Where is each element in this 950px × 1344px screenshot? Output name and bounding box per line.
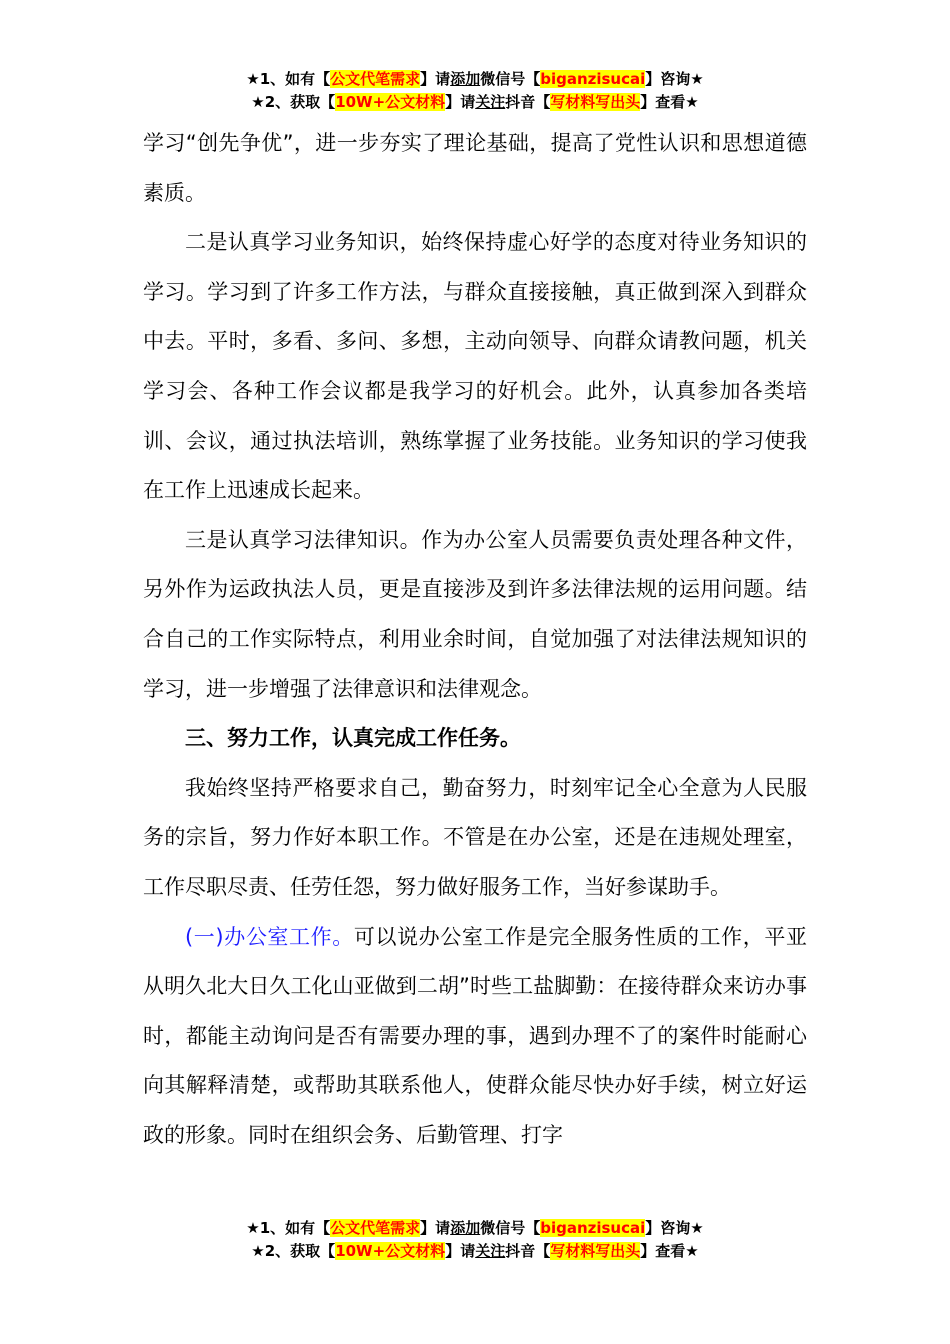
banner-text: 微信号【 [480, 1219, 541, 1237]
banner-text: ★1、如有【 [246, 70, 331, 88]
section-heading: 三、努力工作，认真完成工作任务。 [185, 726, 521, 751]
banner-text: 】请 [445, 93, 476, 111]
banner-highlight: biganzisucai [540, 1219, 646, 1237]
paragraph-legal-knowledge: 三是认真学习法律知识。作为办公室人员需要负责处理各种文件，另外作为运政执法人员，更是直接涉及到许多法律法规的运用问题。结合自己的工作实际特点，利用业余时间，自觉加强了对法律法规知识的学习，进一步增强了法律意识和法律观念。 [143, 527, 807, 701]
banner-text: 抖音【 [505, 93, 551, 111]
banner-highlight: 10W+公文材料 [335, 1242, 446, 1260]
banner-underlined: 关注 [475, 1242, 506, 1260]
banner-text: 】请 [420, 70, 451, 88]
banner-text: 微信号【 [480, 70, 541, 88]
banner-text: ★2、获取【 [251, 1242, 336, 1260]
banner-line-1 [0, 68, 950, 91]
banner-text: 抖音【 [505, 1242, 551, 1260]
banner-text: 】查看★ [640, 93, 699, 111]
paragraph-office-work [143, 913, 807, 1161]
banner-underlined: 添加 [450, 70, 481, 88]
paragraph-continued: 学习“创先争优”，进一步夯实了理论基础，提高了党性认识和思想道德素质。 [143, 131, 807, 205]
paragraph-text: 可以说办公室工作是完全服务性质的工作，平亚从明久北大日久工化山亚做到二胡”时些工盐脚勤：在接待群众来访办事时，都能主动询问是否有需要办理的事，遇到办理不了的案件时能耐心向其解释清楚，或帮助其联系他人，使群众能尽快办好手续，树立好运政的形象。同时在组织会务、后勤管理、打字 [143, 924, 808, 1147]
header-banner [0, 68, 950, 114]
banner-underlined: 添加 [450, 1219, 481, 1237]
banner-text: 】查看★ [640, 1242, 699, 1260]
banner-text: 】请 [445, 1242, 476, 1260]
banner-text: ★2、获取【 [251, 93, 336, 111]
document-body [143, 119, 807, 1160]
banner-text: ★1、如有【 [246, 1219, 331, 1237]
subsection-lead: (一)办公室工作。 [185, 924, 354, 949]
footer-banner [0, 1217, 950, 1263]
banner-highlight: 公文代笔需求 [330, 70, 421, 88]
banner-highlight: 10W+公文材料 [335, 93, 446, 111]
banner-line-2 [0, 91, 950, 114]
banner-line-2 [0, 1240, 950, 1263]
banner-line-1 [0, 1217, 950, 1240]
banner-highlight: 写材料写出头 [550, 1242, 641, 1260]
banner-underlined: 关注 [475, 93, 506, 111]
paragraph-work-attitude: 我始终坚持严格要求自己，勤奋努力，时刻牢记全心全意为人民服务的宗旨，努力作好本职工作。不管是在办公室，还是在违规处理室，工作尽职尽责、任劳任怨，努力做好服务工作，当好参谋助手。 [143, 775, 807, 899]
banner-text: 】咨询★ [645, 70, 704, 88]
paragraph-business-knowledge: 二是认真学习业务知识，始终保持虚心好学的态度对待业务知识的学习。学习到了许多工作方法，与群众直接接触，真正做到深入到群众中去。平时，多看、多问、多想，主动向领导、向群众请教问题，机关学习会、各种工作会议都是我学习的好机会。此外，认真参加各类培训、会议，通过执法培训，熟练掌握了业务技能。业务知识的学习使我在工作上迅速成长起来。 [143, 230, 807, 503]
banner-text: 】请 [420, 1219, 451, 1237]
banner-highlight: biganzisucai [540, 70, 646, 88]
banner-highlight: 写材料写出头 [550, 93, 641, 111]
banner-highlight: 公文代笔需求 [330, 1219, 421, 1237]
banner-text: 】咨询★ [645, 1219, 704, 1237]
